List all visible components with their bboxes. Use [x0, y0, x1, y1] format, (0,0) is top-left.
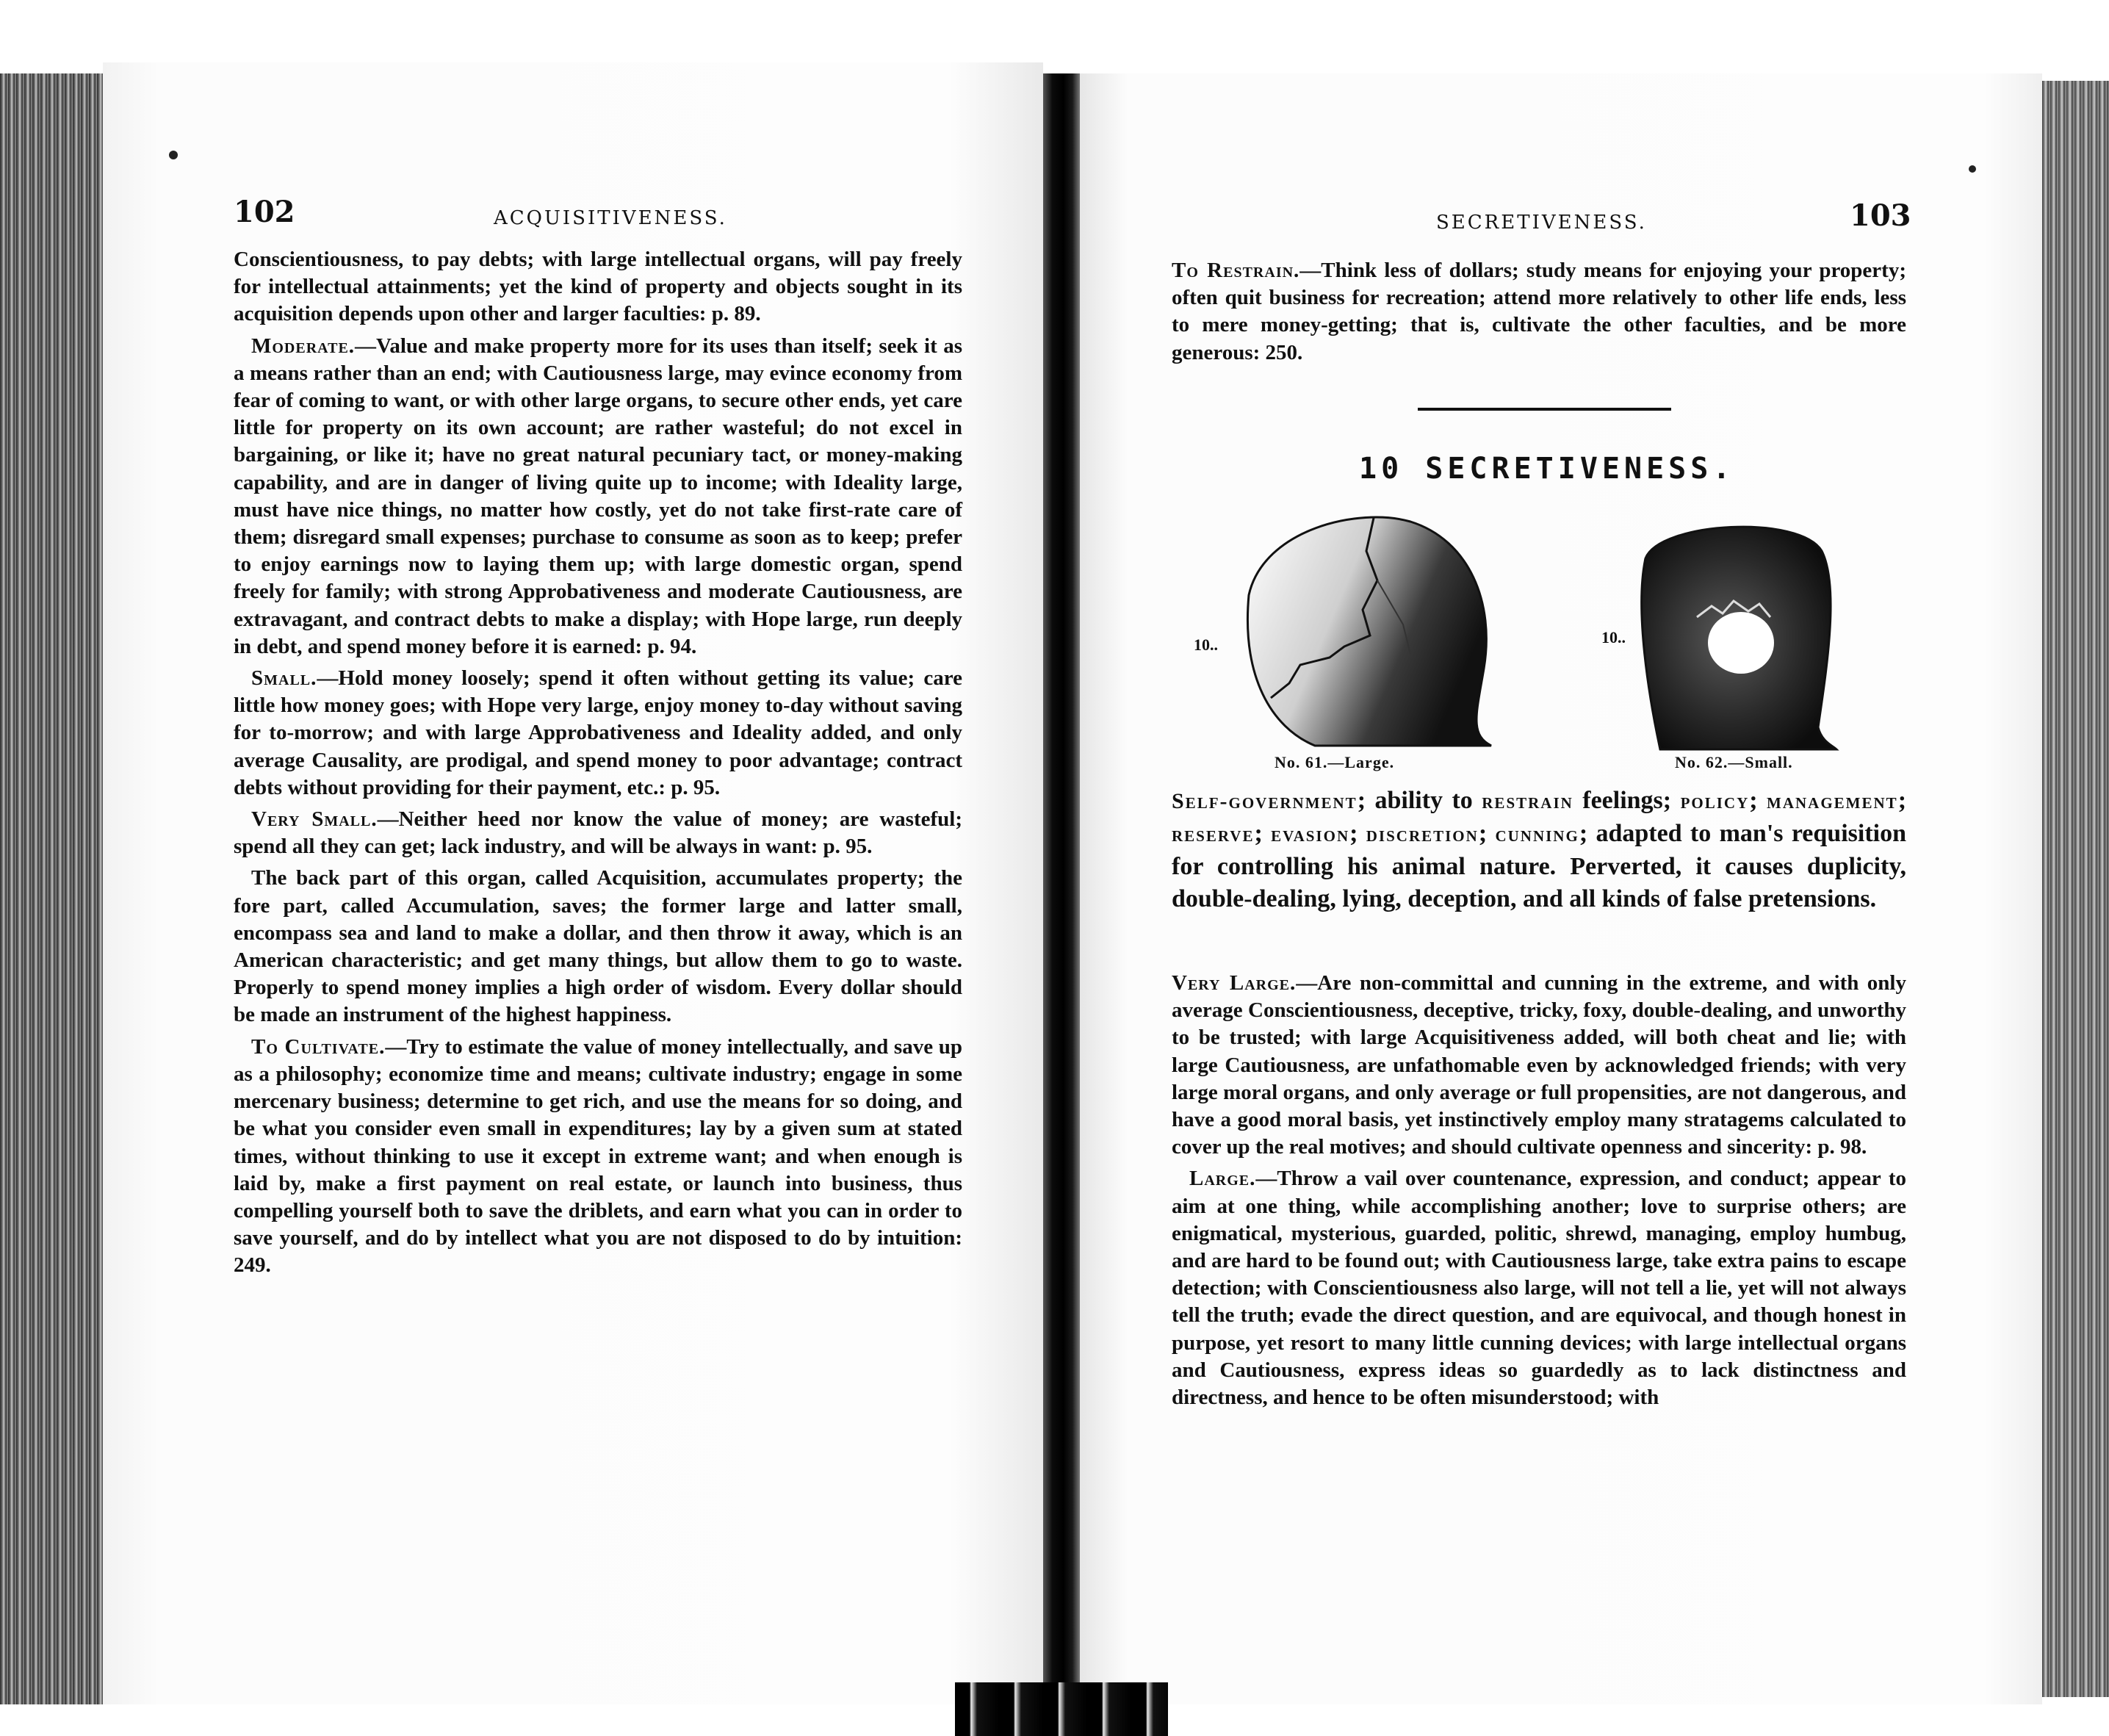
- faculty-definition: Self-government; ability to restrain feelings; policy; management; reserve; evasion; discretion; cunning; adapted to man's requisition for controlling his animal nature. Perverted, it causes duplicity, double-dealing, lying, deception, and all kinds of false pretensions.: [1172, 787, 1907, 912]
- paragraph-text: —Are non-committal and cunning in the extreme, and with only average Conscientiousness, deceptive, tricky, foxy, double-dealing, and unworthy to be trusted; with large Acquisitiveness added, will both cheat and lie; with large Cautiousness, are unfathomable even by acknowledged friends; with very large moral organs, and only average or full propensities, are not dangerous, and have a good moral basis, yet instinctively employ many stratagems calculated to cover up the real motives; and should cultivate openness and sincerity: p. 98.: [1172, 971, 1906, 1159]
- running-head-right: SECRETIVENESS.: [1436, 212, 1647, 234]
- speck: [1969, 165, 1976, 173]
- left-page-body: [234, 246, 962, 1284]
- paragraph: [234, 1034, 962, 1280]
- skull-small-illustration: [1631, 514, 1844, 757]
- paragraph: [1172, 970, 1906, 1161]
- paragraph: [1172, 257, 1906, 367]
- paragraph-lead: Very Small.: [251, 807, 378, 832]
- running-head-left: ACQUISITIVENESS.: [494, 207, 727, 229]
- page-edges-left: [0, 73, 103, 1704]
- paragraph-lead: To Restrain.: [1172, 259, 1300, 282]
- definition-text: adapted to man's requisition for controlling his animal nature. Perverted, it causes duplicity, double-dealing, lying, deception, and all kinds of false pretensions.: [1172, 820, 1907, 912]
- paragraph-text: —Hold money loosely; spend it often without getting its value; care little how money goes; with Hope very large, enjoy money to-day without saving for to-morrow; and with large Approbativeness and Ideality added, and only average Causality, are prodigal, and spend money to poor advantage; contract debts without providing for their payment, etc.: p. 95.: [234, 666, 962, 799]
- page-number-left: 102: [234, 195, 295, 229]
- figure-caption-large: No. 61.—Large.: [1275, 753, 1395, 771]
- definition-term: discretion: [1366, 822, 1479, 846]
- spine-strip: [955, 1682, 1168, 1736]
- paragraph-lead: To Cultivate.: [251, 1034, 386, 1059]
- definition-term: feelings: [1582, 787, 1663, 814]
- right-page-bottom-body: [1172, 970, 1906, 1416]
- speck: [169, 151, 178, 159]
- definition-term: management: [1767, 789, 1898, 813]
- paragraph: [234, 665, 962, 802]
- skull-large-illustration: [1227, 507, 1506, 757]
- definition-term: policy: [1680, 789, 1750, 813]
- definition-term: evasion: [1271, 822, 1350, 846]
- book-gutter: [1043, 73, 1080, 1704]
- paragraph: [1172, 1165, 1906, 1411]
- definition-term: Self-government: [1172, 789, 1358, 813]
- paragraph: [234, 246, 962, 328]
- definition-term: cunning: [1495, 822, 1579, 846]
- figure-caption-small: No. 62.—Small.: [1675, 753, 1793, 771]
- paragraph: [234, 806, 962, 860]
- paragraph-lead: Moderate.: [251, 334, 356, 358]
- paragraph-lead: Very Large.: [1172, 971, 1297, 995]
- section-rule: [1418, 408, 1671, 411]
- right-page-top-body: [1172, 257, 1906, 371]
- figure-label-small: 10..: [1601, 628, 1626, 647]
- paragraph-text: The back part of this organ, called Acquisition, accumulates property; the fore part, called Accumulation, saves; the former large and latter small, encompass sea and land to make a dollar, and then throw it away, which is an American characteristic; and get many things, but allow them to go to waste. Properly to spend money implies a high order of wisdom. Every dollar should be made an instrument of the highest happiness.: [234, 866, 962, 1027]
- definition-term: ability to: [1374, 787, 1473, 814]
- paragraph-text: —Value and make property more for its uses than itself; seek it as a means rather than an end; with Cautiousness large, may evince economy from fear of coming to want, or with other large organs, to secure other ends, yet care little for property on its own account; are rather wasteful; do not excel in bargaining, or like it; have no great natural pecuniary tact, or money-making capability, and are in danger of living quite up to income; with Ideality large, must have nice things, no matter how costly, yet do not take first-rate care of them; disregard small expenses; purchase to consume as soon as to keep; prefer to enjoy earnings now to laying them up; with large domestic organ, spend freely for family; with strong Approbativeness and moderate Cautiousness, are extravagant, and contract debts to make a display; with Hope large, run deeply in debt, and spend money before it is earned: p. 94.: [234, 334, 962, 658]
- paragraph-text: Conscientiousness, to pay debts; with large intellectual organs, will pay freely for intellectual attainments; yet the kind of property and objects sought in its acquisition depends upon other and larger faculties: p. 89.: [234, 248, 962, 326]
- figure-label-large: 10..: [1194, 635, 1218, 654]
- paragraph-lead: Large.: [1189, 1167, 1256, 1191]
- paragraph-text: —Neither heed nor know the value of money; are wasteful; spend all they can get; lack industry, and will be always in want: p. 95.: [234, 807, 962, 859]
- paragraph-text: —Try to estimate the value of money intellectually, and save up as a philosophy; economize time and means; cultivate industry; engage in some mercenary business; determine to get rich, and use the means for so doing, and be what you consider even small in expenditures; lay by a given sum at stated times, without thinking to use it except in extreme want; and when enough is laid by, make a first payment on real estate, or launch into business, thus compelling yourself both to save the driblets, and earn what you can in order to save yourself, and do by intellect what you are not disposed to do by intuition: 249.: [234, 1034, 962, 1278]
- definition-term: reserve: [1172, 822, 1255, 846]
- paragraph: [234, 865, 962, 1029]
- definition-term: restrain: [1482, 789, 1573, 813]
- page-edges-right: [2042, 81, 2109, 1697]
- paragraph-text: —Throw a vail over countenance, expression, and conduct; appear to aim at one thing, while accomplishing another; love to surprise others; are enigmatical, mysterious, guarded, politic, shrewd, managing, employ humbug, and are hard to be found out; with Cautiousness large, take extra pains to escape detection; with Conscientiousness also large, will not tell a lie, yet will not always tell the truth; evade the direct question, and are equivocal, and though honest in purpose, yet resort to many little cunning devices; with large intellectual organs and Cautiousness, express ideas so guardedly as to lack distinctness and directness, and hence to be often misunderstood; with: [1172, 1167, 1906, 1410]
- paragraph-lead: Small.: [251, 666, 317, 691]
- paragraph: [234, 333, 962, 660]
- paragraph-text: —Think less of dollars; study means for enjoying your property; often quit business for recreation; attend more relatively to other life ends, less to mere money-getting; that is, cultivate the other faculties, and be more generous: 250.: [1172, 259, 1906, 364]
- section-title: 10 SECRETIVENESS.: [1359, 452, 1735, 486]
- page-number-right: 103: [1850, 198, 1911, 233]
